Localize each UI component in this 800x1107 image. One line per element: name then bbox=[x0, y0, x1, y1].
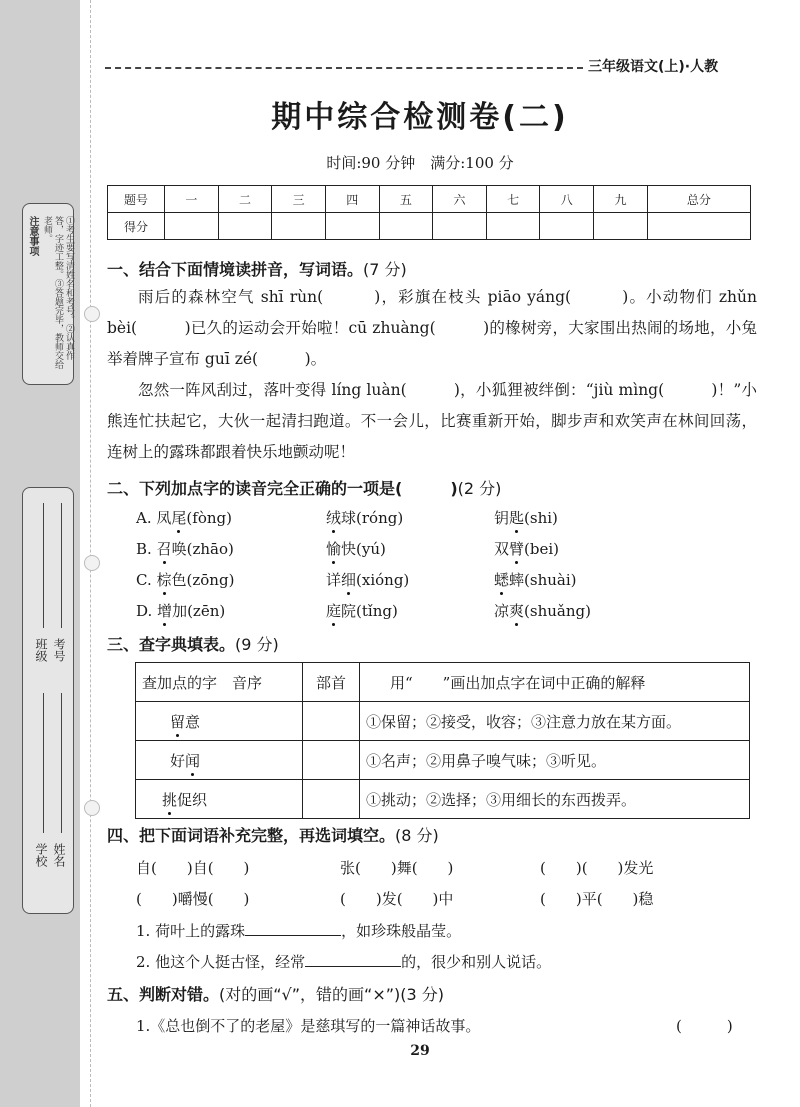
class-blank[interactable] bbox=[43, 503, 44, 628]
binding-hole bbox=[84, 555, 100, 571]
dotted-char: 绒 bbox=[326, 509, 342, 527]
score-cell[interactable] bbox=[433, 213, 487, 240]
section-5-points: (对的画“√”，错的画“×”)(3 分) bbox=[219, 985, 445, 1004]
school-label: 学校 bbox=[34, 843, 48, 867]
col-header: 总分 bbox=[647, 186, 750, 213]
question-4-1: 1. 荷叶上的露珠 ，如珍珠般晶莹。 bbox=[136, 922, 462, 940]
dotted-char: 爽 bbox=[509, 602, 525, 620]
dict-meaning[interactable]: ①挑动；②选择；③用细长的东西拨弄。 bbox=[360, 780, 750, 819]
col-header: 三 bbox=[272, 186, 326, 213]
notes-box bbox=[22, 203, 74, 385]
dict-word[interactable]: 好闻 bbox=[136, 741, 303, 780]
col-header: 四 bbox=[325, 186, 379, 213]
score-cell[interactable] bbox=[486, 213, 540, 240]
dict-header-meaning: 用“ ”画出加点字在词中正确的解释 bbox=[360, 663, 750, 702]
score-cell[interactable] bbox=[379, 213, 433, 240]
option-c-word-2: 详细(xióng) bbox=[326, 571, 410, 589]
section-3-heading bbox=[107, 632, 279, 655]
dotted-char: 挑 bbox=[162, 790, 178, 809]
option-c-word-3: 蟋蟀(shuài) bbox=[494, 571, 577, 589]
section-4-title: 四、把下面词语补充完整，再选词填空。 bbox=[107, 826, 396, 845]
dotted-char: 蟋 bbox=[494, 571, 510, 589]
score-cell[interactable] bbox=[594, 213, 648, 240]
student-info-box bbox=[22, 487, 74, 914]
col-header: 六 bbox=[433, 186, 487, 213]
table-row bbox=[136, 780, 750, 819]
section-1-heading bbox=[107, 257, 407, 280]
option-a[interactable]: A. 凤尾(fòng) bbox=[136, 509, 232, 527]
question-5-1: 1.《总也倒不了的老屋》是慈琪写的一篇神话故事。 bbox=[136, 1017, 481, 1035]
binding-hole bbox=[84, 306, 100, 322]
dotted-char: 愉 bbox=[326, 540, 342, 558]
option-label: C. bbox=[136, 571, 152, 589]
section-1-points: (7 分) bbox=[363, 260, 407, 279]
section-1-paragraph-2: 忽然一阵风刮过，落叶变得 líng luàn( )，小狐狸被绊倒：“jiù mìng( )！”小熊连忙扶起它，大伙一起清扫跑道。不一会儿，比赛重新开始，脚步声和欢笑声在林间回荡，连树上的露珠都跟着快乐地颤动呢！ bbox=[107, 381, 757, 461]
section-1-title: 一、结合下面情境读拼音，写词语。 bbox=[107, 260, 364, 279]
dotted-char: 棕 bbox=[156, 571, 172, 589]
dict-radical-cell[interactable] bbox=[303, 780, 360, 819]
col-header: 七 bbox=[486, 186, 540, 213]
dotted-char: 细 bbox=[341, 571, 357, 589]
score-cell[interactable] bbox=[325, 213, 379, 240]
col-header: 九 bbox=[594, 186, 648, 213]
option-label: B. bbox=[136, 540, 152, 558]
name-label: 姓名 bbox=[52, 843, 66, 867]
section-2-heading bbox=[107, 476, 501, 499]
option-label: D. bbox=[136, 602, 153, 620]
score-cell[interactable] bbox=[218, 213, 272, 240]
section-3-title: 三、查字典填表。 bbox=[107, 635, 236, 654]
dotted-char: 留 bbox=[170, 712, 186, 731]
col-header: 八 bbox=[540, 186, 594, 213]
answer-paren[interactable]: ( ) bbox=[676, 1017, 733, 1035]
answer-blank[interactable] bbox=[305, 952, 401, 967]
dotted-char: 臂 bbox=[509, 540, 525, 558]
dict-word[interactable]: 挑促织 bbox=[136, 780, 303, 819]
option-d-word-2: 庭院(tǐng) bbox=[326, 602, 398, 620]
dotted-char: 尾 bbox=[171, 509, 187, 527]
number-blank[interactable] bbox=[61, 503, 62, 628]
table-row bbox=[136, 702, 750, 741]
option-a-word-3: 钥匙(shi) bbox=[494, 509, 558, 527]
page-title: 期中综合检测卷(二) bbox=[271, 100, 569, 135]
score-cell[interactable] bbox=[647, 213, 750, 240]
section-4-heading bbox=[107, 823, 439, 846]
idiom-fill-6[interactable]: ( )平( )稳 bbox=[540, 890, 654, 908]
time-info: 时间:90 分钟 满分:100 分 bbox=[326, 154, 514, 172]
dotted-char: 闻 bbox=[185, 751, 201, 770]
idiom-fill-4[interactable]: ( )嚼慢( ) bbox=[136, 890, 250, 908]
section-5-heading bbox=[107, 982, 444, 1005]
number-label: 考号 bbox=[52, 638, 66, 662]
question-4-2: 2. 他这个人挺古怪，经常 的，很少和别人说话。 bbox=[136, 953, 552, 971]
binding-hole bbox=[84, 800, 100, 816]
row-label-score: 得分 bbox=[108, 213, 165, 240]
score-table bbox=[107, 185, 751, 240]
header-dashed-line bbox=[105, 67, 583, 69]
section-2-points: (2 分) bbox=[457, 479, 502, 498]
section-5-title: 五、判断对错。 bbox=[107, 985, 220, 1004]
series-label: 三年级语文(上)·人教 bbox=[588, 59, 719, 75]
idiom-fill-1[interactable]: 自( )自( ) bbox=[136, 859, 250, 877]
dict-meaning[interactable]: ①名声；②用鼻子嗅气味；③听见。 bbox=[360, 741, 750, 780]
dictionary-table bbox=[135, 662, 750, 819]
dict-radical-cell[interactable] bbox=[303, 702, 360, 741]
notes-text: ①考生要写清姓名和考号。②认真作答，字迹工整。③答题完毕，教师交给老师。 bbox=[42, 216, 74, 369]
score-cell[interactable] bbox=[165, 213, 219, 240]
name-blank[interactable] bbox=[61, 693, 62, 833]
col-header: 一 bbox=[165, 186, 219, 213]
dict-word[interactable]: 留意 bbox=[136, 702, 303, 741]
answer-blank[interactable] bbox=[245, 921, 341, 936]
section-3-points: (9 分) bbox=[235, 635, 279, 654]
class-label: 班级 bbox=[34, 638, 48, 662]
row-label-number: 题号 bbox=[108, 186, 165, 213]
table-row bbox=[136, 741, 750, 780]
page-number: 29 bbox=[410, 1043, 430, 1059]
option-d[interactable]: D. 增加(zēn) bbox=[136, 602, 226, 620]
dict-header-radical: 部首 bbox=[303, 663, 360, 702]
section-2-title: 二、下列加点字的读音完全正确的一项是( ) bbox=[107, 479, 458, 498]
option-b[interactable]: B. 召唤(zhāo) bbox=[136, 540, 234, 558]
idiom-fill-5[interactable]: ( )发( )中 bbox=[340, 890, 454, 908]
dotted-char: 增 bbox=[157, 602, 173, 620]
section-1-paragraph-1: 雨后的森林空气 shī rùn( )，彩旗在枝头 piāo yáng( )。小动物们 zhǔn bèi( )已久的运动会开始啦！cū zhuàng( )的橡树旁，大家围出热闹的场地，小兔举着牌子宣布 guī zé( )。 bbox=[107, 288, 757, 368]
option-b-word-3: 双臂(bei) bbox=[494, 540, 560, 558]
option-a-word-2: 绒球(róng) bbox=[326, 509, 404, 527]
score-cell[interactable] bbox=[540, 213, 594, 240]
dotted-char: 庭 bbox=[326, 602, 342, 620]
option-b-word-2: 愉快(yú) bbox=[326, 540, 386, 558]
dotted-char: 匙 bbox=[509, 509, 525, 527]
col-header: 二 bbox=[218, 186, 272, 213]
col-header: 五 bbox=[379, 186, 433, 213]
notes-label: 注意事项 bbox=[27, 216, 38, 256]
option-c[interactable]: C. 棕色(zōng) bbox=[136, 571, 235, 589]
score-cell[interactable] bbox=[272, 213, 326, 240]
idiom-fill-3[interactable]: ( )( )发光 bbox=[540, 859, 654, 877]
option-label: A. bbox=[136, 509, 152, 527]
option-d-word-3: 凉爽(shuǎng) bbox=[494, 602, 591, 620]
idiom-fill-2[interactable]: 张( )舞( ) bbox=[340, 859, 454, 877]
dict-header-char: 查加点的字 音序 bbox=[136, 663, 303, 702]
section-4-points: (8 分) bbox=[395, 826, 439, 845]
dotted-char: 召 bbox=[156, 540, 172, 558]
school-blank[interactable] bbox=[43, 693, 44, 833]
dict-meaning[interactable]: ①保留；②接受，收容；③注意力放在某方面。 bbox=[360, 702, 750, 741]
dict-radical-cell[interactable] bbox=[303, 741, 360, 780]
